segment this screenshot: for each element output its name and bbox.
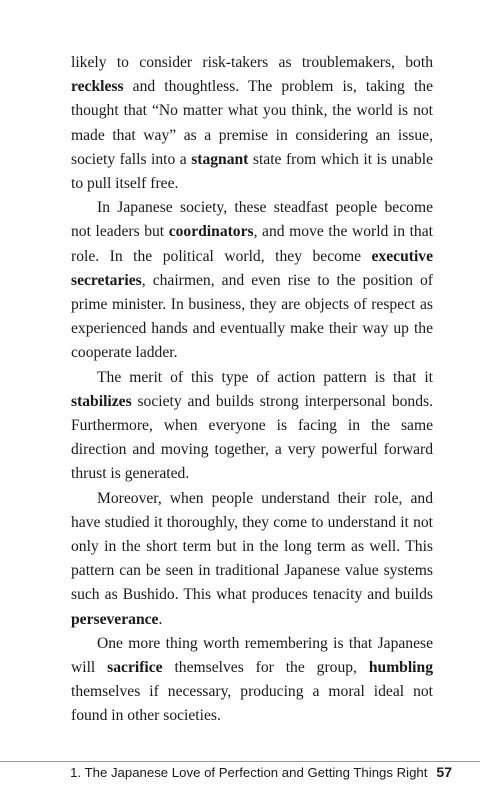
bold-term: executive secretaries bbox=[71, 247, 433, 289]
paragraph bbox=[71, 196, 433, 365]
paragraph bbox=[71, 51, 433, 196]
text-run: One more thing worth remembering is that Japanese will bbox=[71, 634, 433, 677]
page-number: 57 bbox=[436, 764, 452, 780]
text-run: themselves if necessary, producing a moral ideal not found in other societies. bbox=[71, 683, 433, 725]
bold-term: stabilizes bbox=[71, 392, 132, 410]
bold-term: stagnant bbox=[191, 150, 249, 168]
text-run: and thoughtless. The problem is, taking the thought that “No matter what you think, the world is not made that way” as a premise in considering an issue, society falls into a bbox=[71, 78, 433, 168]
bold-term: coordinators bbox=[168, 223, 254, 241]
footer-divider bbox=[0, 761, 480, 762]
text-run: themselves for the group, bbox=[162, 659, 369, 677]
bold-term: humbling bbox=[368, 659, 433, 677]
text-run: state from which it is unable to pull itself free. bbox=[71, 150, 433, 193]
text-run: , chairmen, and even rise to the position of prime minister. In business, they are objects of respect as experienced hands and eventually make their way up the cooperate ladder. bbox=[71, 271, 433, 362]
page-body-text bbox=[71, 51, 433, 729]
text-run: The merit of this type of action pattern is that it bbox=[97, 368, 433, 386]
bold-term: perseverance bbox=[71, 610, 159, 628]
bold-term: sacrifice bbox=[107, 659, 163, 677]
paragraph bbox=[71, 487, 433, 632]
text-run: Moreover, when people understand their role, and have studied it thoroughly, they come to understand it not only in the short term but in the long term as well. This pattern can be seen in traditional Japanese value systems such as Bushido. This what produces tenacity and builds bbox=[71, 489, 433, 604]
text-run: . bbox=[158, 610, 163, 628]
text-run: society and builds strong interpersonal bonds. Furthermore, when everyone is facing in the same direction and moving together, a very powerful forward thrust is generated. bbox=[71, 392, 433, 483]
text-run: , and move the world in that role. In the political world, they become bbox=[71, 223, 433, 265]
text-run: likely to consider risk-takers as troublemakers, both bbox=[71, 54, 433, 71]
paragraph bbox=[71, 366, 433, 487]
running-chapter-title: 1. The Japanese Love of Perfection and Getting Things Right bbox=[70, 765, 428, 780]
page-footer bbox=[70, 764, 452, 780]
bold-term: reckless bbox=[71, 78, 124, 96]
paragraph bbox=[71, 632, 433, 729]
text-run: In Japanese society, these steadfast people become not leaders but bbox=[71, 199, 433, 241]
